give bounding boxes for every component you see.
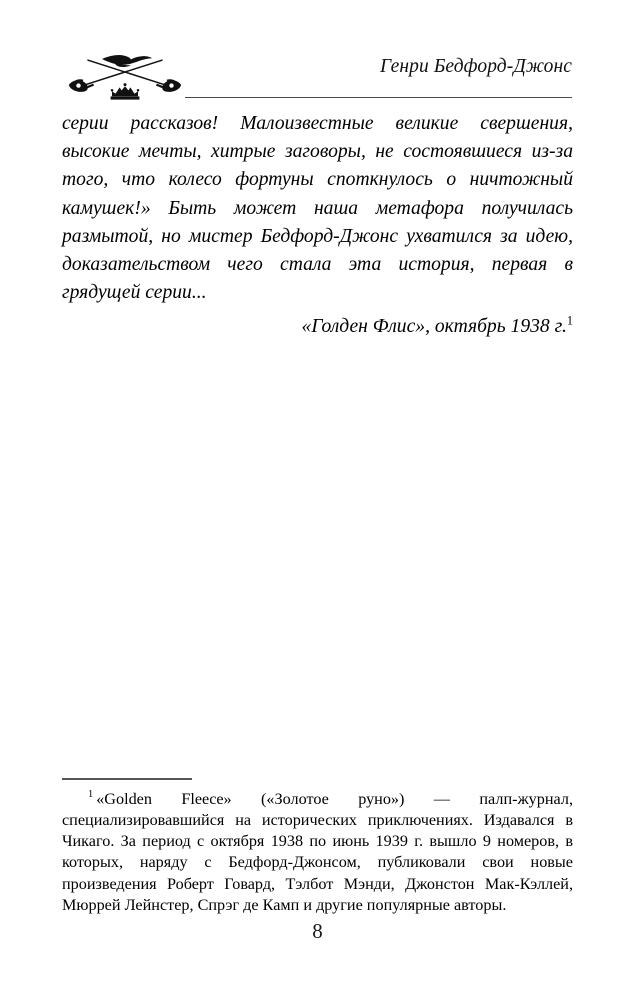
footnote-block — [62, 778, 573, 916]
page-number: 8 — [312, 919, 323, 943]
footnote-separator-rule — [62, 778, 192, 780]
footnote-body-text: «Golden Fleece» («Золотое руно») — палп-журнал, специализировавшийся на исторических приключениях. Издавался в Чикаго. За период с октября 1938 по июнь 1939 г. вышло 9 номеров, в которых, наряду с Бедфорд-Джонсом, публиковали свои новые произведения Роберт Говард, Тэлбот Мэнди, Джонстон Мак-Кэллей, Мюррей Лейнстер, Спрэг де Камп и другие популярные авторы. — [62, 789, 573, 915]
page-header — [62, 50, 572, 102]
body-paragraph: серии рассказов! Малоизвестные великие свершения, высокие мечты, хитрые заговоры, не состоявшиеся из-за того, что колесо фортуны споткнулось о ничтожный камушек!» Быть может наша метафора получилась размытой, но мистер Бедфорд-Джонс ухватился за идею, доказательством чего стала эта история, первая в грядущей серии... — [62, 113, 573, 304]
footnote-marker: 1 — [88, 789, 94, 801]
running-head-author: Генри Бедфорд-Джонс — [380, 56, 572, 77]
crossed-sabers-crown-bird-ornament — [62, 50, 188, 100]
header-rule — [185, 97, 572, 98]
body-text-block — [62, 110, 573, 342]
source-attribution — [62, 313, 573, 341]
attribution-footnote-marker: 1 — [566, 313, 573, 328]
footnote-paragraph — [62, 789, 573, 917]
attribution-text: «Голден Флис», октябрь 1938 г. — [301, 316, 567, 338]
